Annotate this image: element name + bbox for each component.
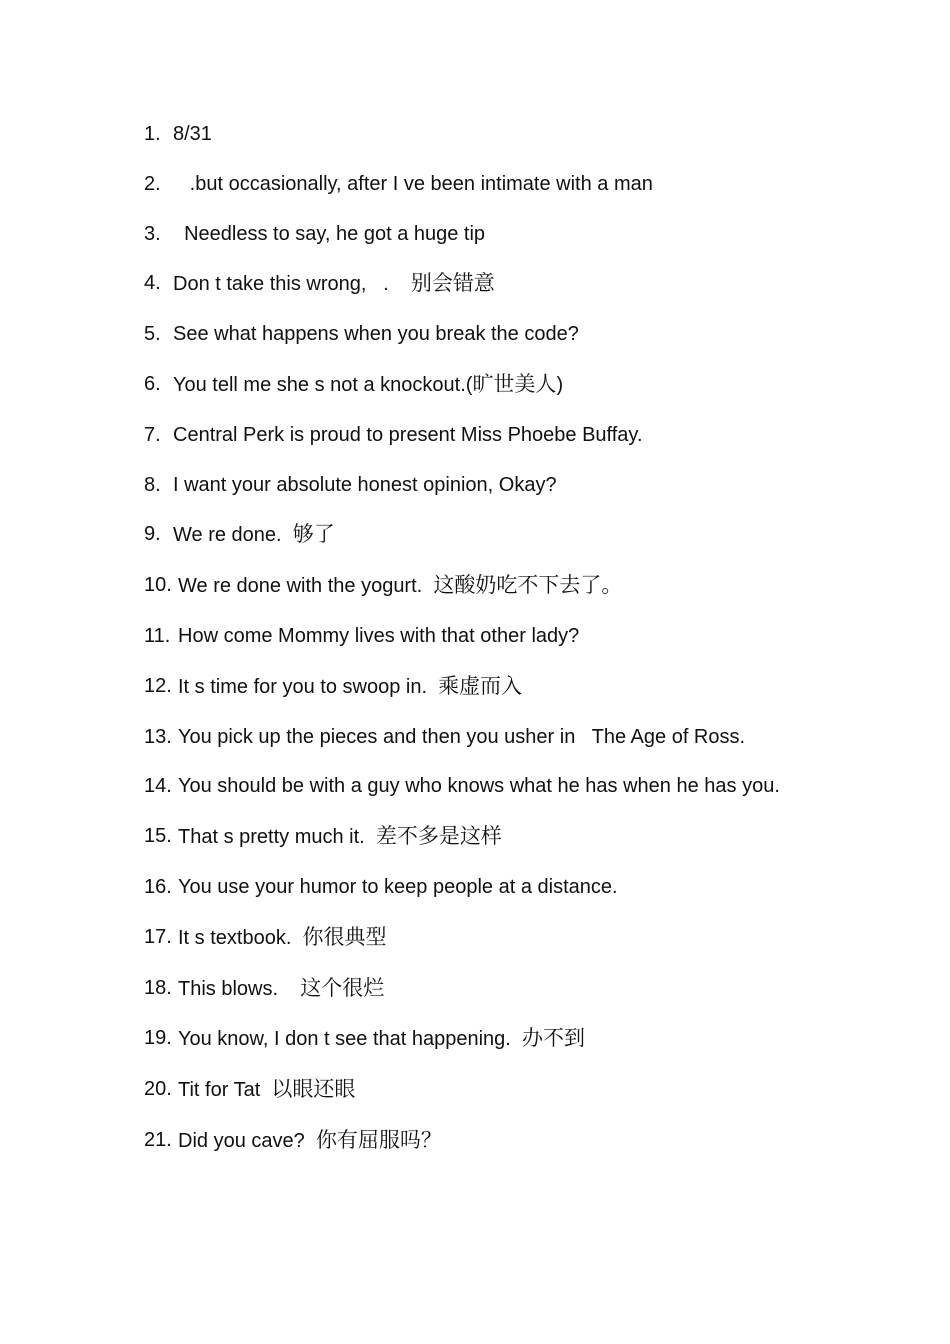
list-item (144, 360, 824, 411)
item-translation: 差不多是这样 (375, 824, 502, 849)
list-item (144, 713, 824, 763)
item-text: 8/31 (173, 123, 212, 145)
item-number: 5. (144, 323, 161, 346)
item-text: We re done. (173, 524, 293, 547)
item-number: 2. (144, 172, 161, 195)
list-item (144, 461, 824, 511)
item-text: How come Mommy lives with that other lady? (178, 624, 580, 647)
item-translation: 别会错意 (410, 271, 495, 296)
item-number: 10. (144, 574, 172, 597)
item-text: We re done with the yogurt. (178, 575, 434, 598)
item-number: 21. (144, 1128, 172, 1151)
list-item (144, 310, 824, 360)
item-number: 4. (144, 272, 161, 295)
list-item (144, 561, 824, 612)
item-translation: 以眼还眼 (271, 1077, 356, 1102)
item-text: .but occasionally, after I ve been intimate with a man (173, 172, 653, 195)
item-number: 20. (144, 1078, 172, 1101)
phrase-list (144, 110, 824, 1167)
item-text: Did you cave? (178, 1129, 316, 1152)
item-number: 11. (144, 624, 171, 647)
list-item (144, 510, 824, 561)
item-translation: 这酸奶吃不下去了。 (433, 573, 623, 598)
item-number: 9. (144, 523, 161, 546)
list-item (144, 160, 824, 210)
list-item (144, 1065, 824, 1116)
list-item (144, 259, 824, 310)
item-number: 19. (144, 1027, 172, 1050)
list-item (144, 411, 824, 461)
item-number: 1. (144, 123, 161, 145)
item-translation: 乘虚而入 (438, 673, 523, 698)
list-item (144, 762, 824, 812)
item-translation: 够了 (292, 522, 335, 547)
item-number: 17. (144, 925, 172, 948)
item-translation: 这个很烂 (300, 975, 385, 1000)
list-item (144, 1116, 824, 1167)
item-number: 6. (144, 372, 161, 395)
item-translation: 旷世美人 (472, 371, 557, 396)
item-text: Don t take this wrong, . (173, 273, 411, 296)
item-text: You pick up the pieces and then you usher in The Age of Ross. (178, 725, 746, 748)
item-number: 8. (144, 473, 161, 496)
item-number: 18. (144, 976, 172, 999)
item-number: 13. (144, 725, 172, 748)
list-item (144, 1014, 824, 1065)
item-number: 15. (144, 825, 172, 848)
list-item (144, 662, 824, 713)
item-translation: 你有屈服吗？ (315, 1127, 442, 1152)
item-text: You know, I don t see that happening. (178, 1028, 522, 1051)
item-text: Tit for Tat (178, 1079, 272, 1102)
item-translation: 办不到 (521, 1026, 585, 1051)
list-item (144, 863, 824, 913)
list-item (144, 812, 824, 863)
list-item (144, 913, 824, 964)
item-number: 12. (144, 674, 172, 697)
list-item (144, 210, 824, 260)
item-text: Needless to say, he got a huge tip (173, 222, 486, 245)
item-text: I want your absolute honest opinion, Okay? (173, 473, 557, 496)
item-text: This blows. (178, 977, 301, 1000)
item-text: Central Perk is proud to present Miss Phoebe Buffay. (173, 423, 643, 446)
item-text: See what happens when you break the code? (173, 323, 579, 346)
list-item (144, 964, 824, 1015)
item-number: 7. (144, 423, 161, 446)
item-text: That s pretty much it. (178, 826, 376, 849)
item-text-closing: ) (556, 373, 564, 396)
item-text: It s textbook. (178, 926, 303, 949)
item-number: 16. (144, 875, 172, 898)
item-number: 3. (144, 222, 161, 245)
list-item (144, 110, 824, 160)
item-text: It s time for you to swoop in. (178, 675, 439, 698)
item-text: You tell me she s not a knockout.( (173, 373, 473, 396)
item-number: 14. (144, 775, 172, 798)
list-item (144, 612, 824, 662)
item-text: You use your humor to keep people at a distance. (178, 875, 618, 898)
item-text: You should be with a guy who knows what he has when he has you. (178, 775, 780, 798)
item-translation: 你很典型 (302, 924, 387, 949)
